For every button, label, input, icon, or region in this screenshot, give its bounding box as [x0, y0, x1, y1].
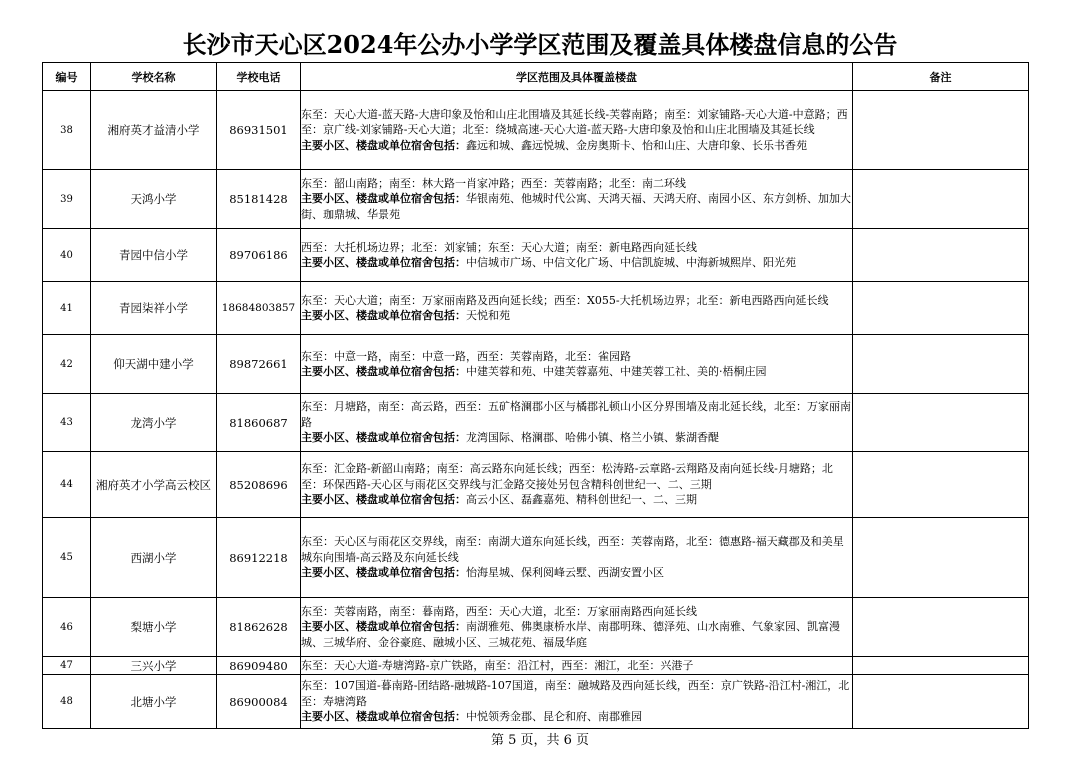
table-row — [43, 335, 1029, 394]
estates-list: 龙湾国际、格澜郡、哈佛小镇、格兰小镇、紫湖香醍 — [466, 431, 719, 445]
remarks-cell — [853, 598, 1029, 657]
district-boundary: 东至：芙蓉南路，南至：暮南路，西至：天心大道，北至：万家丽南路西向延长线 — [301, 604, 697, 618]
district-range-cell — [301, 675, 853, 729]
remarks-cell — [853, 657, 1029, 675]
district-range-cell — [301, 598, 853, 657]
district-boundary: 东至：韶山南路；南至：林大路一肖家冲路；西至：芙蓉南路；北至：南二环线 — [301, 176, 686, 190]
school-name: 北塘小学 — [91, 675, 217, 729]
row-number: 42 — [43, 335, 91, 394]
estates-label: 主要小区、楼盘或单位宿舍包括： — [301, 620, 466, 634]
district-range-cell — [301, 452, 853, 518]
table-row — [43, 229, 1029, 282]
remarks-cell — [853, 91, 1029, 170]
school-district-table — [42, 62, 1029, 729]
district-boundary: 东至：汇金路-新韶山南路；南至：高云路东向延长线；西至：松涛路-云章路-云翔路及南向延长线-月塘路；北至：环保西路-天心区与雨花区交界线与汇金路交接处另包含精科创世纪一、二、三期 — [301, 462, 833, 491]
remarks-cell — [853, 229, 1029, 282]
table-row — [43, 452, 1029, 518]
estates-label: 主要小区、楼盘或单位宿舍包括： — [301, 710, 466, 724]
school-name: 梨塘小学 — [91, 598, 217, 657]
header-school-phone: 学校电话 — [217, 63, 301, 91]
school-name: 青园柒祥小学 — [91, 282, 217, 335]
estates-list: 怡海星城、保利阅峰云墅、西湖安置小区 — [466, 566, 664, 580]
district-range-cell — [301, 229, 853, 282]
district-range-cell — [301, 657, 853, 675]
school-name: 天鸿小学 — [91, 170, 217, 229]
school-name: 龙湾小学 — [91, 394, 217, 452]
row-number: 40 — [43, 229, 91, 282]
school-name: 仰天湖中建小学 — [91, 335, 217, 394]
table-row — [43, 675, 1029, 729]
estates-list: 鑫远和城、鑫远悦城、金房奥斯卡、怡和山庄、大唐印象、长乐书香苑 — [466, 138, 807, 152]
remarks-cell — [853, 452, 1029, 518]
district-boundary: 东至：中意一路，南至：中意一路，西至：芙蓉南路，北至：雀园路 — [301, 349, 631, 363]
district-boundary: 东至：天心大道-蓝天路-大唐印象及怡和山庄北围墙及其延长线-芙蓉南路；南至：刘家铺路-天心大道-中意路；西至：京广线-刘家铺路-天心大道；北至：绕城高速-天心大道-蓝天路-大唐印象及怡和山庄北围墙及其延长线 — [301, 107, 848, 137]
school-phone: 89872661 — [217, 335, 301, 394]
school-phone: 89706186 — [217, 229, 301, 282]
table-row — [43, 657, 1029, 675]
estates-label: 主要小区、楼盘或单位宿舍包括： — [301, 431, 466, 445]
estates-label: 主要小区、楼盘或单位宿舍包括： — [301, 493, 466, 507]
row-number: 45 — [43, 518, 91, 598]
table-row — [43, 394, 1029, 452]
table-header-row — [43, 63, 1029, 91]
page-title: 长沙市天心区2024年公办小学学区范围及覆盖具体楼盘信息的公告 — [182, 30, 898, 59]
estates-list: 天悦和苑 — [466, 309, 510, 322]
estates-list: 南湖雅苑、佛奥康桥水岸、南郡明珠、德泽苑、山水南雅、气象家园、凯富漫城、三城华府、金谷豪庭、融城小区、三城花苑、福晟华庭 — [301, 620, 840, 649]
table-row — [43, 91, 1029, 170]
school-name: 青园中信小学 — [91, 229, 217, 282]
estates-list: 中信城市广场、中信文化广场、中信凯旋城、中海新城熙岸、阳光苑 — [466, 256, 796, 269]
table-row — [43, 282, 1029, 335]
school-phone: 86900084 — [217, 675, 301, 729]
estates-list: 华银南苑、他城时代公寓、天鸿天福、天鸿天府、南园小区、东方剑桥、加加大街、珈鼎城、华景苑 — [301, 192, 851, 221]
estates-label: 主要小区、楼盘或单位宿舍包括： — [301, 309, 466, 322]
district-boundary: 东至：107国道-暮南路-团结路-融城路-107国道，南至：融城路及西向延长线，西至：京广铁路-沿江村-湘江，北至：寿塘湾路 — [301, 679, 850, 708]
school-name: 三兴小学 — [91, 657, 217, 675]
district-range-cell — [301, 394, 853, 452]
estates-label: 主要小区、楼盘或单位宿舍包括： — [301, 365, 466, 378]
row-number: 43 — [43, 394, 91, 452]
district-boundary: 东至：天心区与雨花区交界线，南至：南湖大道东向延长线，西至：芙蓉南路，北至：德惠路-福天藏郡及和美星城东向围墙-高云路及东向延长线 — [301, 535, 844, 564]
school-phone: 86912218 — [217, 518, 301, 598]
table-row — [43, 518, 1029, 598]
district-range-cell — [301, 282, 853, 335]
header-district-range: 学区范围及具体覆盖楼盘 — [301, 63, 853, 91]
district-boundary: 东至：月塘路，南至：高云路，西至：五矿格澜郡小区与橘郡礼顿山小区分界围墙及南北延长线，北至：万家丽南路 — [301, 400, 851, 429]
school-name: 西湖小学 — [91, 518, 217, 598]
row-number: 44 — [43, 452, 91, 518]
school-phone: 81862628 — [217, 598, 301, 657]
row-number: 39 — [43, 170, 91, 229]
table-row — [43, 598, 1029, 657]
header-school-name: 学校名称 — [91, 63, 217, 91]
district-range-cell — [301, 335, 853, 394]
remarks-cell — [853, 170, 1029, 229]
page-footer: 第 5 页，共 6 页 — [490, 733, 590, 748]
row-number: 38 — [43, 91, 91, 170]
school-phone: 86909480 — [217, 657, 301, 675]
school-name: 湘府英才益清小学 — [91, 91, 217, 170]
estates-label: 主要小区、楼盘或单位宿舍包括： — [301, 256, 466, 269]
school-phone: 85208696 — [217, 452, 301, 518]
remarks-cell — [853, 518, 1029, 598]
district-range-cell — [301, 170, 853, 229]
remarks-cell — [853, 675, 1029, 729]
remarks-cell — [853, 394, 1029, 452]
remarks-cell — [853, 282, 1029, 335]
district-boundary: 东至：天心大道；南至：万家丽南路及西向延长线；西至：X055-大托机场边界；北至：新电西路西向延长线 — [301, 293, 829, 307]
table-row — [43, 170, 1029, 229]
row-number: 46 — [43, 598, 91, 657]
row-number: 48 — [43, 675, 91, 729]
school-phone: 18684803857 — [217, 282, 301, 335]
estates-list: 高云小区、磊鑫嘉苑、精科创世纪一、二、三期 — [466, 493, 697, 507]
district-boundary: 西至：大托机场边界；北至：刘家铺；东至：天心大道；南至：新电路西向延长线 — [301, 240, 697, 254]
row-number: 41 — [43, 282, 91, 335]
estates-label: 主要小区、楼盘或单位宿舍包括： — [301, 566, 466, 580]
school-name: 湘府英才小学高云校区 — [91, 452, 217, 518]
estates-list: 中悦领秀金郡、昆仑和府、南郡雅园 — [466, 710, 642, 724]
estates-list: 中建芙蓉和苑、中建芙蓉嘉苑、中建芙蓉工社、美的·梧桐庄园 — [466, 365, 767, 378]
district-range-cell — [301, 518, 853, 598]
estates-label: 主要小区、楼盘或单位宿舍包括： — [301, 192, 466, 206]
estates-label: 主要小区、楼盘或单位宿舍包括： — [301, 138, 466, 152]
district-range-cell — [301, 91, 853, 170]
header-number: 编号 — [43, 63, 91, 91]
remarks-cell — [853, 335, 1029, 394]
header-remarks: 备注 — [853, 63, 1029, 91]
row-number: 47 — [43, 657, 91, 675]
school-phone: 85181428 — [217, 170, 301, 229]
school-phone: 81860687 — [217, 394, 301, 452]
school-phone: 86931501 — [217, 91, 301, 170]
district-boundary: 东至：天心大道-寿塘湾路-京广铁路，南至：沿江村，西至：湘江，北至：兴港子 — [301, 658, 694, 672]
